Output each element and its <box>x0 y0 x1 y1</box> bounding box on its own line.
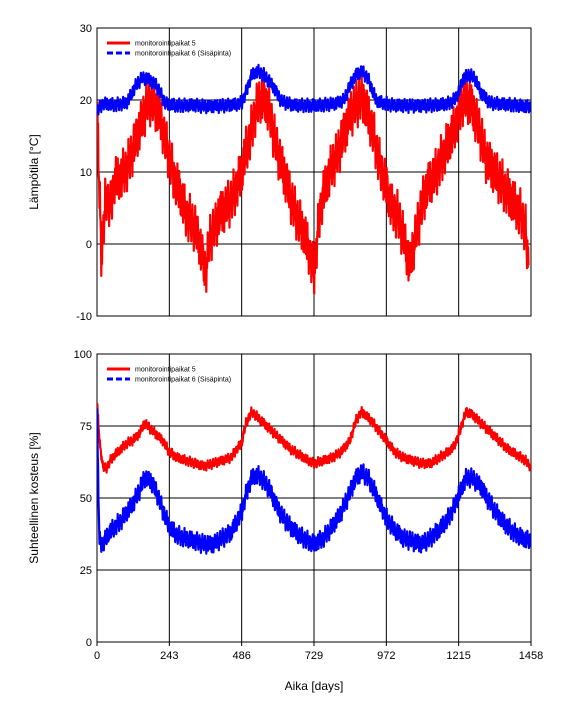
y-tick-label: 10 <box>79 167 92 179</box>
x-axis-label: Aika [days] <box>284 679 344 693</box>
legend-label: monitorointipaikat 6 (Sisäpinta) <box>135 376 232 384</box>
y-axis-label: Suhteellinen kosteus [%] <box>27 432 41 564</box>
y-tick-label: -10 <box>76 311 92 323</box>
y-tick-label: 0 <box>85 239 92 251</box>
x-tick-label: 0 <box>93 650 101 662</box>
temperature-chart <box>27 23 531 323</box>
x-tick-label: 486 <box>232 650 251 662</box>
humidity-chart <box>27 349 543 693</box>
y-tick-label: 20 <box>79 95 92 107</box>
y-tick-label: 0 <box>85 637 92 649</box>
x-tick-label: 243 <box>160 650 179 662</box>
legend-label: monitorointipaikat 5 <box>135 366 196 374</box>
legend-label: monitorointipaikat 5 <box>135 40 196 48</box>
legend-label: monitorointipaikat 6 (Sisäpinta) <box>135 50 232 58</box>
y-tick-label: 25 <box>79 565 92 577</box>
x-tick-label: 1215 <box>446 650 471 662</box>
y-tick-label: 75 <box>79 421 92 433</box>
y-axis-label: Lämpötila [°C] <box>27 134 41 210</box>
x-tick-label: 1458 <box>518 650 544 662</box>
y-tick-label: 100 <box>73 349 92 361</box>
y-tick-label: 30 <box>79 23 92 35</box>
y-tick-label: 50 <box>79 493 92 505</box>
x-tick-label: 972 <box>377 650 396 662</box>
x-tick-label: 729 <box>304 650 324 662</box>
